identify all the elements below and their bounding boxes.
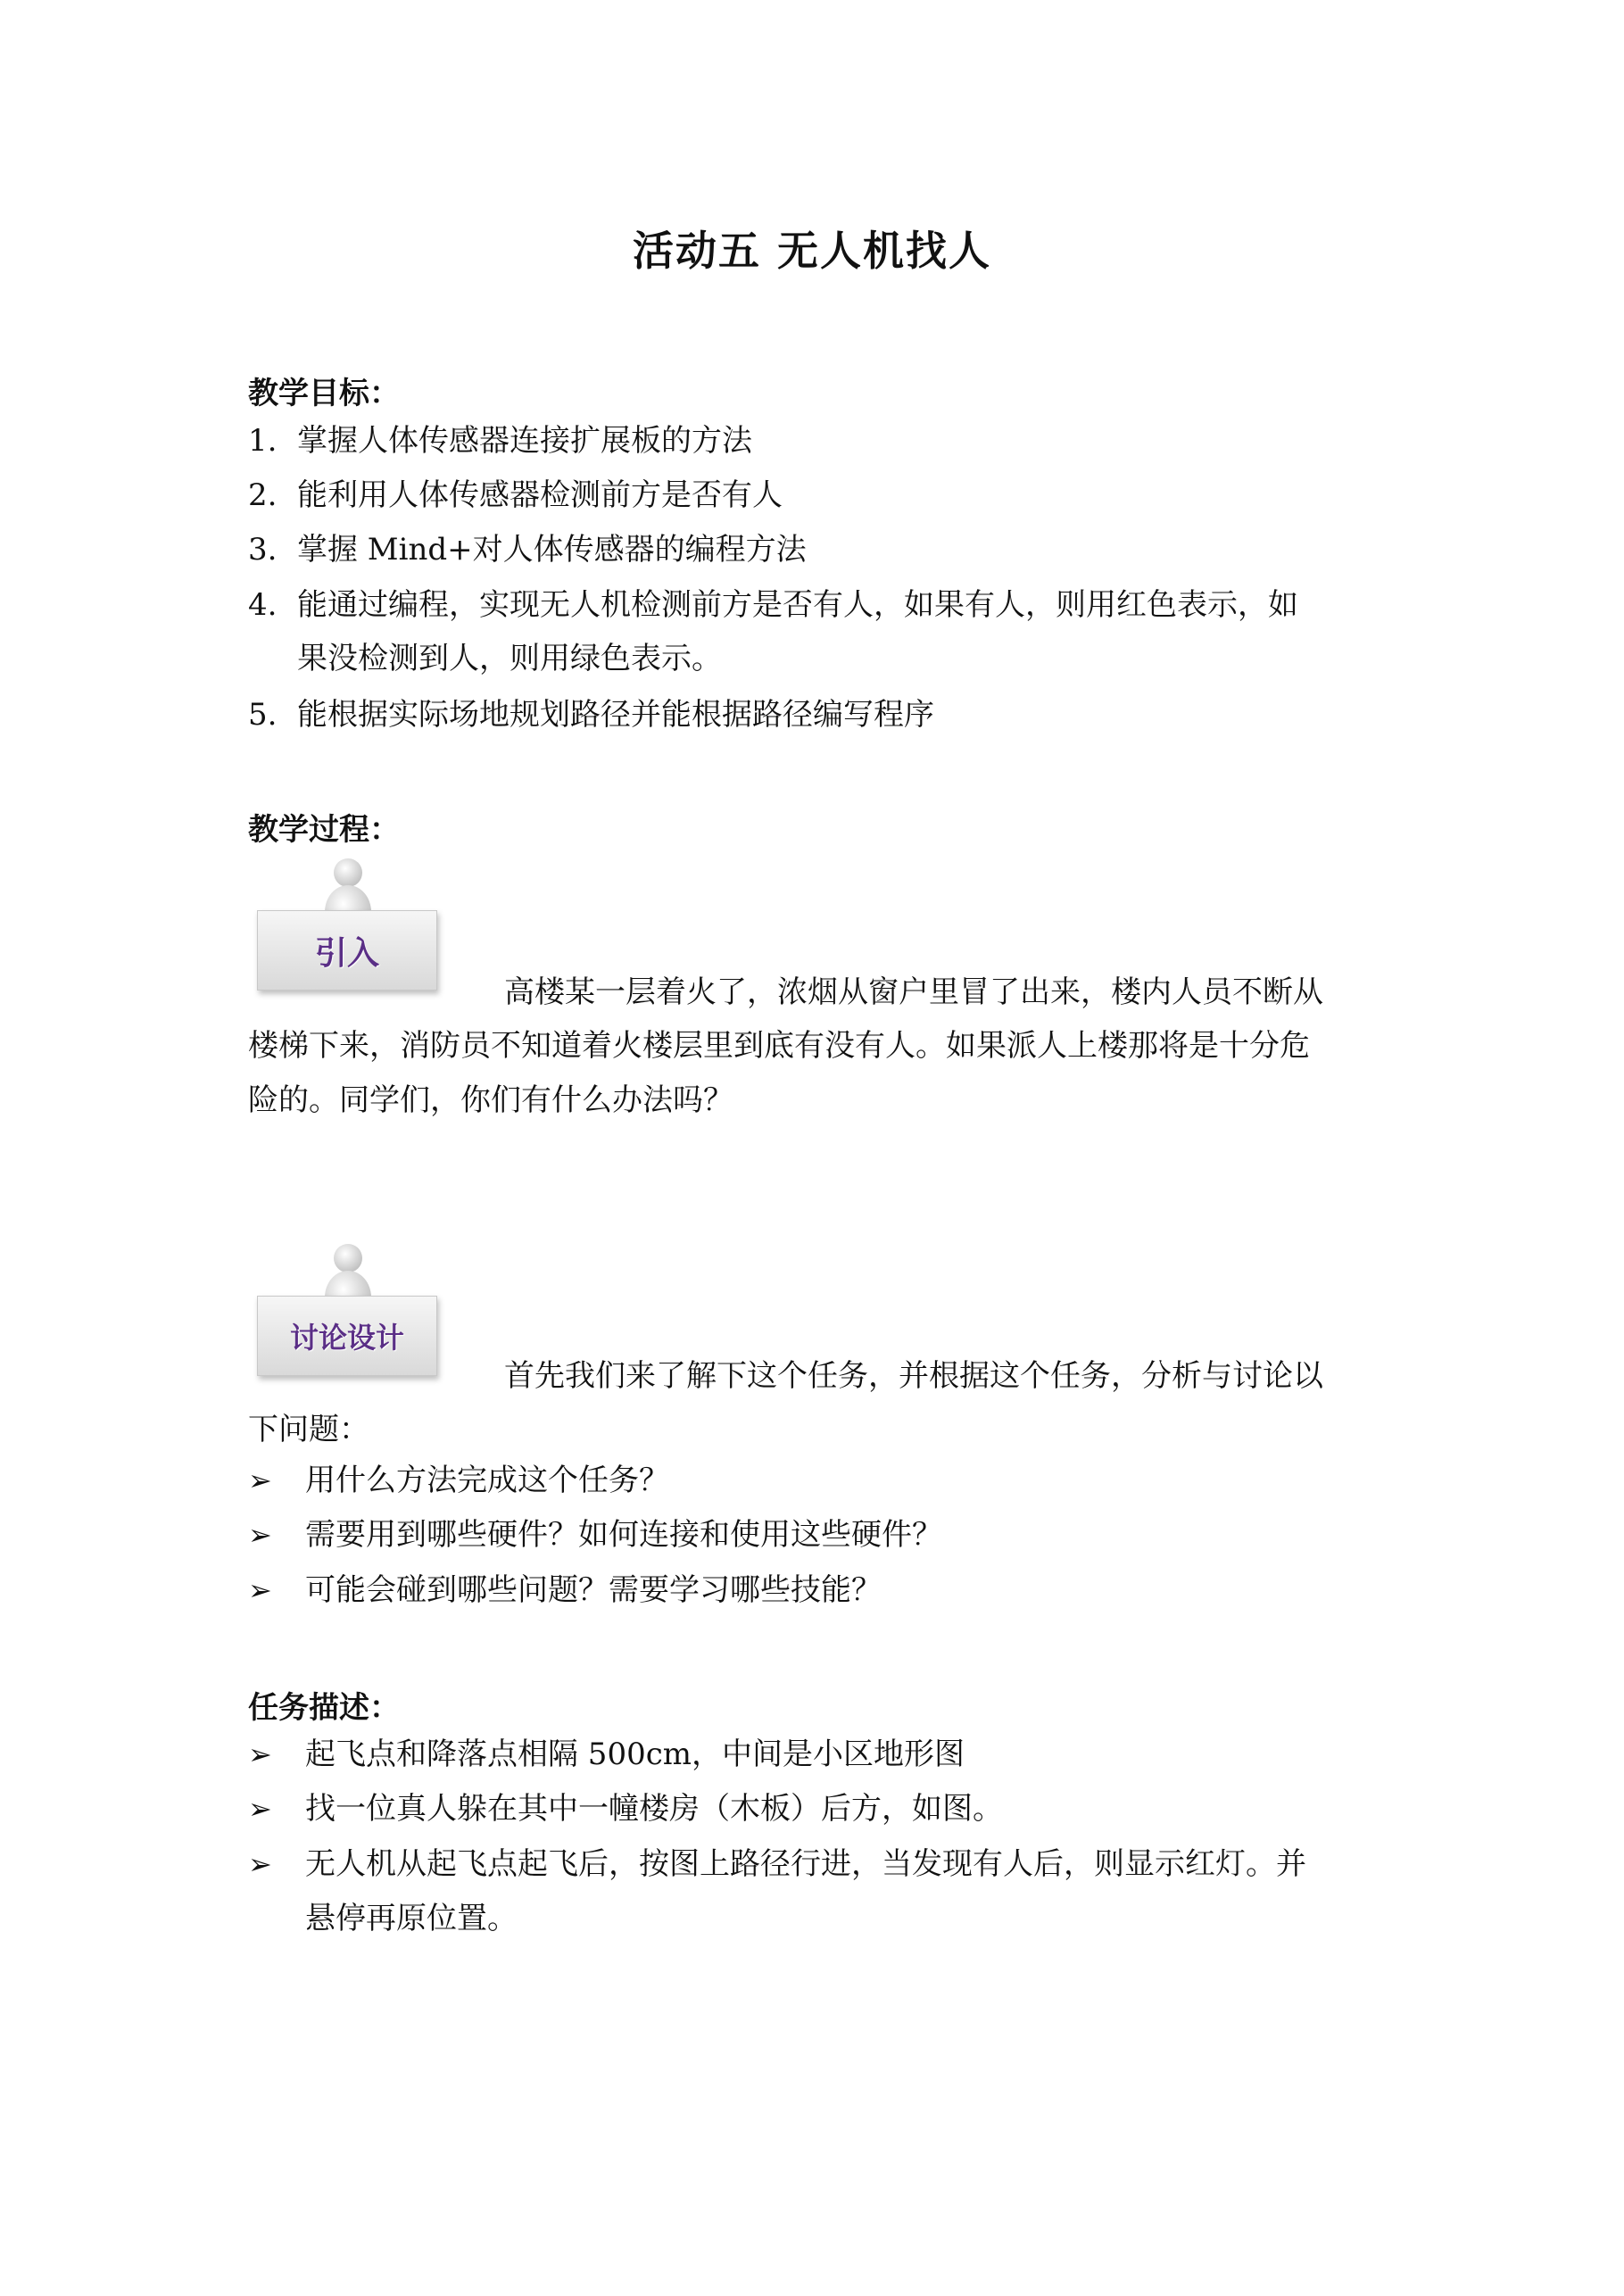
task-item: 找一位真人躲在其中一幢楼房（木板）后方，如图。 — [305, 1791, 1003, 1827]
discuss-badge — [250, 1242, 437, 1376]
objective-text: 能根据实际场地规划路径并能根据路径编写程序 — [297, 697, 934, 733]
objective-text: 掌握人体传感器连接扩展板的方法 — [297, 423, 752, 459]
bullet-glyph: ➢ — [248, 1463, 272, 1497]
discuss-paragraph-line: 首先我们来了解下这个任务，并根据这个任务，分析与讨论以 — [504, 1358, 1323, 1394]
page-title: 活动五 无人机找人 — [632, 227, 991, 275]
discuss-paragraph-line: 下问题： — [248, 1412, 369, 1447]
intro-paragraph-line: 楼梯下来，消防员不知道着火楼层里到底有没有人。如果派人上楼那将是十分危 — [248, 1028, 1310, 1064]
objectives-heading: 教学目标： — [248, 376, 400, 411]
objective-number: 1. — [248, 423, 278, 459]
objective-number: 5. — [248, 697, 278, 733]
bullet-glyph: ➢ — [248, 1518, 272, 1552]
process-heading: 教学过程： — [248, 812, 400, 848]
intro-badge-label: 引入 — [257, 910, 437, 991]
task-item-continued: 悬停再原位置。 — [305, 1901, 518, 1936]
objective-text: 掌握 Mind+对人体传感器的编程方法 — [297, 532, 807, 568]
intro-paragraph-line: 高楼某一层着火了，浓烟从窗户里冒了出来，楼内人员不断从 — [504, 974, 1323, 1010]
objective-text: 能利用人体传感器检测前方是否有人 — [297, 477, 783, 513]
task-item: 起飞点和降落点相隔 500cm，中间是小区地形图 — [305, 1737, 965, 1772]
intro-badge — [250, 857, 437, 991]
bullet-glyph: ➢ — [248, 1847, 272, 1881]
task-item: 无人机从起飞点起飞后，按图上路径行进，当发现有人后，则显示红灯。并 — [305, 1846, 1306, 1882]
objective-text-continued: 果没检测到人，则用绿色表示。 — [297, 641, 722, 676]
bullet-glyph: ➢ — [248, 1737, 272, 1771]
intro-paragraph-line: 险的。同学们，你们有什么办法吗？ — [248, 1082, 733, 1118]
objective-text: 能通过编程，实现无人机检测前方是否有人，如果有人，则用红色表示，如 — [297, 587, 1298, 623]
objective-number: 2. — [248, 477, 278, 513]
discuss-question: 可能会碰到哪些问题？需要学习哪些技能？ — [305, 1572, 882, 1608]
objective-number: 3. — [248, 532, 278, 568]
discuss-badge-label: 讨论设计 — [257, 1296, 437, 1376]
bullet-glyph: ➢ — [248, 1573, 272, 1607]
discuss-question: 需要用到哪些硬件？如何连接和使用这些硬件？ — [305, 1517, 942, 1553]
objective-number: 4. — [248, 587, 278, 623]
task-heading: 任务描述： — [248, 1690, 400, 1726]
discuss-question: 用什么方法完成这个任务？ — [305, 1463, 669, 1498]
bullet-glyph: ➢ — [248, 1792, 272, 1826]
